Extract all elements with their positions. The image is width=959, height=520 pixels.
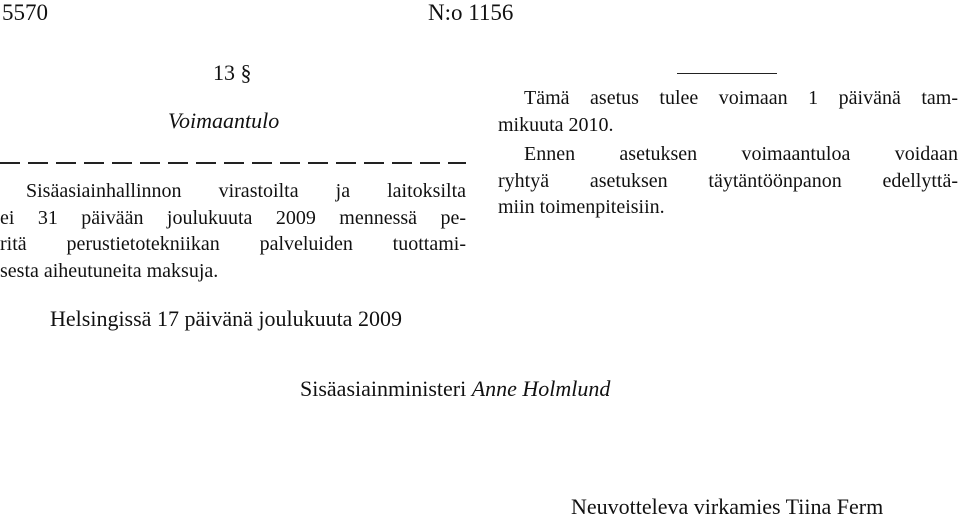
separator-line (677, 73, 777, 74)
minister-title: Sisäasiainministeri (300, 376, 467, 401)
place-date: Helsingissä 17 päivänä joulukuuta 2009 (50, 306, 402, 331)
right-paragraph-1 (498, 85, 958, 138)
paragraph-line: miin toimenpiteisiin. (498, 196, 665, 218)
paragraph-line: mikuuta 2010. (498, 113, 614, 136)
paragraph-line: Sisäasiainhallinnon virastoilta ja laitoksilta (26, 180, 466, 202)
minister-signature (300, 376, 610, 402)
paragraph-line: ritä perustietotekniikan palveluiden tuottami- (0, 233, 466, 255)
dashed-separator (0, 162, 466, 164)
section-title: Voimaantulo (168, 108, 280, 133)
paragraph-line: Tämä asetus tulee voimaan 1 päivänä tam- (524, 87, 958, 109)
paragraph-line: sesta aiheutuneita maksuja. (0, 259, 219, 282)
section-heading: 13 § (213, 60, 252, 85)
issue-number: N:o 1156 (428, 0, 514, 25)
official-signature: Neuvotteleva virkamies Tiina Ferm (571, 494, 884, 519)
paragraph-line: ryhtyä asetuksen täytäntöönpanon edellyttä- (498, 169, 958, 192)
minister-name: Anne Holmlund (471, 376, 611, 401)
paragraph-line: ei 31 päivään joulukuuta 2009 mennessä pe- (0, 206, 466, 229)
right-paragraph-2 (498, 141, 958, 221)
paragraph-line: Ennen asetuksen voimaantuloa voidaan (524, 143, 958, 165)
left-paragraph (0, 178, 466, 284)
page-number: 5570 (2, 0, 48, 25)
